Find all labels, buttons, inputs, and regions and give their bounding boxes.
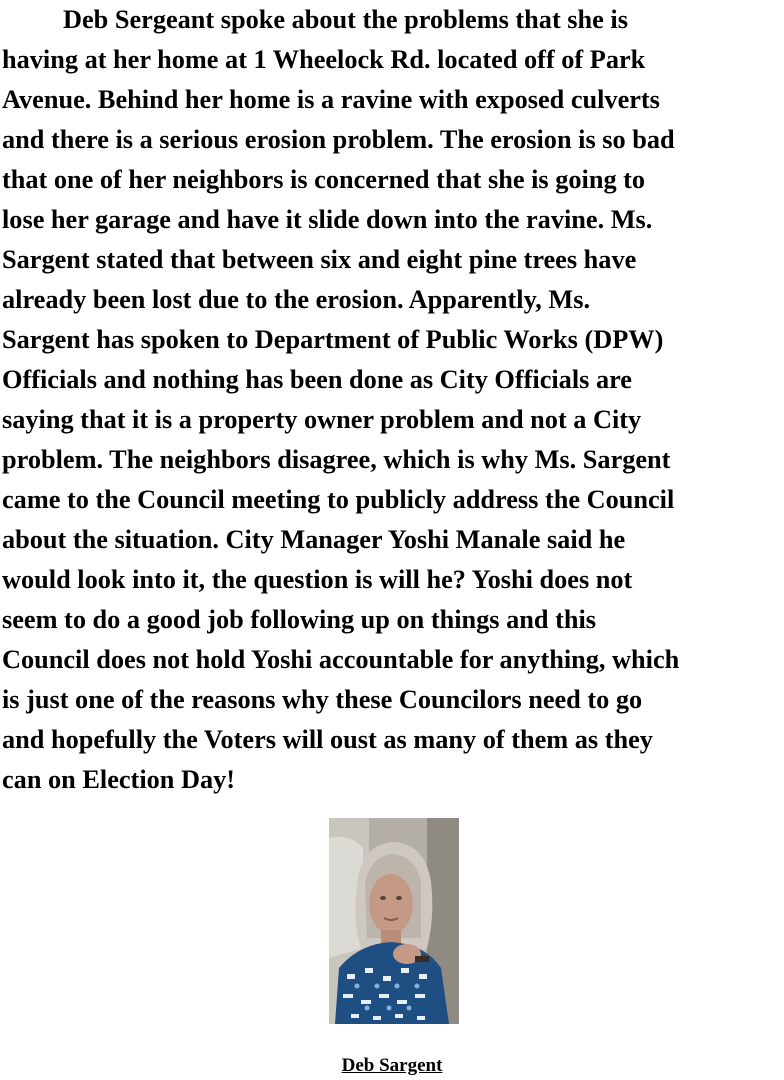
article-line: Sargent stated that between six and eight pine trees have <box>2 245 637 274</box>
article-line: problem. The neighbors disagree, which is why Ms. Sargent <box>2 445 671 474</box>
article-line: Sargent has spoken to Department of Public Works (DPW) <box>2 325 664 354</box>
article-line: would look into it, the question is will he? Yoshi does not <box>2 565 633 594</box>
article-line: Deb Sergeant spoke about the problems that she is <box>63 5 628 34</box>
portrait-photo <box>329 818 459 1024</box>
article-line: is just one of the reasons why these Councilors need to go <box>2 685 643 714</box>
article-line: Council does not hold Yoshi accountable for anything, which <box>2 645 680 674</box>
photo-caption: Deb Sargent <box>341 1055 443 1076</box>
article-line: and hopefully the Voters will oust as many of them as they <box>2 725 653 754</box>
article-line: seem to do a good job following up on things and this <box>2 605 597 634</box>
article-line: came to the Council meeting to publicly address the Council <box>2 485 675 514</box>
article-line: Avenue. Behind her home is a ravine with exposed culverts <box>2 85 660 114</box>
article-line: and there is a serious erosion problem. The erosion is so bad <box>2 125 675 154</box>
article-line: already been lost due to the erosion. Apparently, Ms. <box>2 285 591 314</box>
article-line: that one of her neighbors is concerned that she is going to <box>2 165 646 194</box>
article-line: saying that it is a property owner problem and not a City <box>2 405 642 434</box>
article-line: lose her garage and have it slide down into the ravine. Ms. <box>2 205 653 234</box>
article-line: can on Election Day! <box>2 765 236 794</box>
article-line: about the situation. City Manager Yoshi Manale said he <box>2 525 626 554</box>
article-line: having at her home at 1 Wheelock Rd. located off of Park <box>2 45 646 74</box>
portrait-illustration <box>329 818 459 1024</box>
article-body <box>2 0 784 800</box>
article-line: Officials and nothing has been done as City Officials are <box>2 365 632 394</box>
